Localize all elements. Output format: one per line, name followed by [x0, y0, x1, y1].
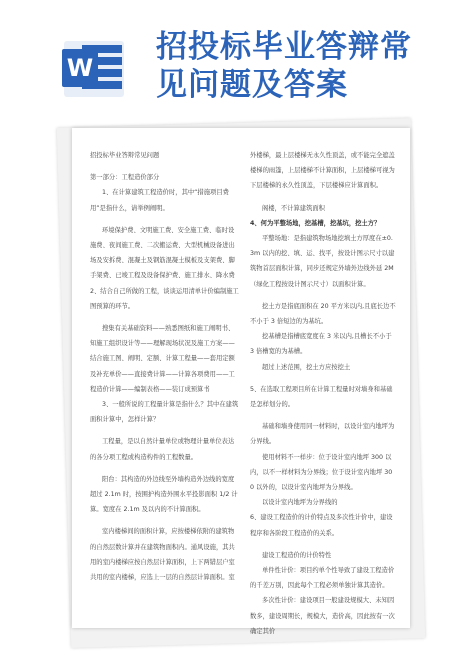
document-header — [0, 0, 474, 120]
question-5: 5、在选取工程项目所在计算工程量时对墙身和基础是怎样划分的。 — [250, 385, 393, 409]
answer-3d: 外楼梯，最上层楼梯无永久性顶盖，或不能完全遮盖楼梯的雨篷，上层楼梯不计算面积，上层楼梯可视为下层楼梯的永久性顶盖，下层楼梯应计算面积。 — [250, 152, 395, 190]
question-2: 2、结合自己所做的工程，谈谈运用清单计价编制施工图预算的环节。 — [90, 287, 239, 310]
answer-6a: 单件性计价：项目约单个性导致了建设工程造价的千差万别，因此每个工程必须单独计算其造价。 — [250, 567, 395, 590]
answer-4d: 超过上述范围，挖土方应按挖土 — [262, 363, 351, 371]
answer-3b: 阳台：其构造的外边线至外墙构造外边线的宽度超过 2.1m 时，按围护构造外围水平投影面积 1/2 计算。宽度在 2.1m 及以内的不计算面积。 — [90, 475, 238, 514]
question-1: 1、在计算建筑工程造价时，其中“措施项目费用”是指什么，请举例阐明。 — [90, 189, 229, 212]
answer-4c: 挖基槽是指槽底宽度在 3 米以内,且槽长不小于 3 倍槽宽的为基槽。 — [250, 333, 392, 356]
question-6: 6、建设工程造价的计价特点及多次性计价中，建设程序和各阶段工程造价的关系。 — [250, 514, 393, 537]
left-text-column — [90, 148, 240, 585]
answer-4a: 平整场地：是指建筑物场地挖填土方厚度在±0.3m 以内的挖、填、运、找平，按设计图示尺寸以建筑物首层面积计算，同步还规定外墙外边线外延 2M（绿化工程按设计图示尺寸）以面积计算。 — [250, 235, 395, 288]
title-line-1: 招投标毕业答辩常 — [156, 29, 412, 65]
answer-5b: 使用材料不一样步：位于设计室内地坪 300 以内，以不一样材料为分界线；位于设计室内地坪 300 以外的，以设计室内地坪为分界线。 — [250, 453, 393, 492]
document-page — [72, 128, 410, 635]
answer-5c: 以设计室内地坪为分界线的 — [262, 499, 338, 507]
answer-3e: 阁楼，不计算建筑面积 — [262, 204, 325, 212]
word-app-icon — [62, 35, 132, 101]
right-text-column — [250, 148, 396, 639]
title-line-2: 见问题及答案 — [156, 67, 348, 103]
answer-6-heading: 建设工程造价的计价特性 — [262, 551, 332, 559]
answer-4b: 挖土方是指底面积在 20 平方米以内,且底长边不不小于 3 倍短边的为基坑。 — [250, 302, 396, 326]
answer-5a: 基础和墙身使用同一材料时，以设计室内地坪为分界线。 — [250, 423, 395, 446]
svg-text:W: W — [66, 54, 94, 82]
doc-heading: 招投标毕业答辩常见问题 — [90, 152, 160, 159]
section-heading: 第一部分：工程造价部分 — [90, 174, 160, 182]
answer-6b: 多次性计价：建设项目一般建设规模大、未知因数多，建设周期长，规模大，造价高，因此按有一次确定其价 — [250, 597, 395, 635]
answer-3a: 工程量，是以自然计量单位或物理计量单位表达的各分项工程或构造构件的工程数量。 — [90, 438, 235, 461]
question-3: 3、一般所说的工程量计算是指什么？其中在建筑面积计算中，怎样计算？ — [90, 401, 239, 424]
document-title — [156, 28, 456, 104]
answer-3c: 室内楼梯间的面积计算，应按楼梯依附的建筑物的自然层数计算并在建筑物面积内。通风设施，其共用的室内楼梯应按自然层计算面积，上下两错层户室共用的室内楼梯，应选上一层的自然层计算面积。室 — [90, 528, 235, 582]
question-4: 4、何为平整场地，挖基槽，挖基坑，挖土方？ — [250, 219, 381, 227]
answer-1: 环境保护费、文明施工费、安全施工费、临时设施费、夜间施工费、二次搬运费、大型机械设备进出场及安拆费、混凝土及钢筋混凝土模板及支架费、脚手架费、已竣工程及设备保护费、施工排水、降水费 — [90, 226, 235, 280]
answer-2: 搜集有关基础资料——熟悉图纸和施工阐明书、知施工组织设计等——理解现场状况及施工方案——结合施工图、阐明、定额、计算工程量——套用定额及补充单价——直接费计算——计算各项费用——工程造价计算——编制表格——装订成预算书 — [90, 325, 235, 393]
